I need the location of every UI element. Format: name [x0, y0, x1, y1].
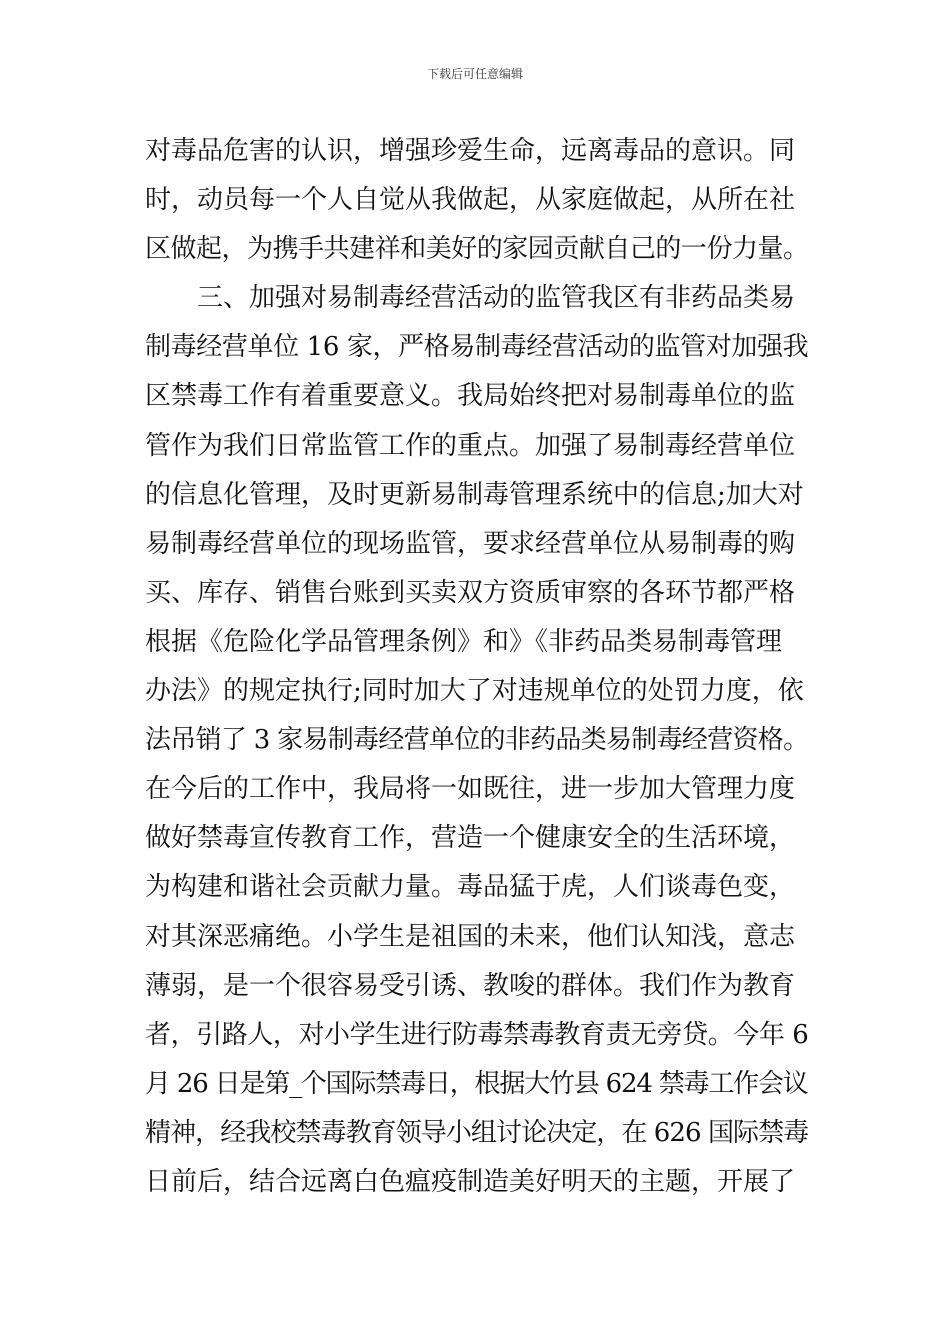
page-header: 下载后可任意编辑	[426, 67, 523, 81]
text-line: 管作为我们日常监管工作的重点。加强了易制毒经营单位	[145, 430, 796, 461]
text-line: 薄弱，是一个很容易受引诱、教唆的群体。我们作为教育	[145, 970, 796, 1001]
text-line: 的信息化管理，及时更新易制毒管理系统中的信息;加大对	[145, 479, 804, 510]
text-line: 办法》的规定执行;同时加大了对违规单位的处罚力度，依	[145, 676, 804, 707]
text-line: 制毒经营单位 16 家，严格易制毒经营活动的监管对加强我	[145, 332, 809, 363]
text-line: 根据《危险化学品管理条例》和》《非药品类易制毒管理	[145, 626, 783, 657]
text-line: 做好禁毒宣传教育工作，营造一个健康安全的生活环境，	[145, 823, 796, 854]
text-line: 为构建和谐社会贡献力量。毒品猛于虎，人们谈毒色变，	[145, 872, 796, 903]
text-line: 月 26 日是第_个国际禁毒日，根据大竹县 624 禁毒工作会议	[145, 1068, 808, 1099]
text-line: 区做起，为携手共建祥和美好的家园贡献自己的一份力量。	[145, 234, 809, 265]
text-line: 区禁毒工作有着重要意义。我局始终把对易制毒单位的监	[145, 381, 796, 412]
text-line: 对其深恶痛绝。小学生是祖国的未来，他们认知浅，意志	[145, 921, 796, 952]
text-line: 者，引路人，对小学生进行防毒禁毒教育责无旁贷。今年 6	[145, 1019, 809, 1050]
text-line: 对毒品危害的认识，增强珍爱生命，远离毒品的意识。同	[145, 136, 796, 166]
text-line: 精神，经我校禁毒教育领导小组讨论决定，在 626 国际禁毒	[145, 1117, 809, 1148]
text-line: 易制毒经营单位的现场监管，要求经营单位从易制毒的购	[145, 528, 796, 559]
text-line: 时，动员每一个人自觉从我做起，从家庭做起，从所在社	[145, 185, 796, 216]
document-body	[145, 127, 809, 1207]
text-line: 买、库存、销售台账到买卖双方资质审察的各环节都严格	[145, 577, 796, 608]
text-line: 法吊销了 3 家易制毒经营单位的非药品类易制毒经营资格。	[145, 725, 809, 756]
text-line: 在今后的工作中，我局将一如既往，进一步加大管理力度	[145, 774, 796, 805]
text-line: 三、加强对易制毒经营活动的监管我区有非药品类易	[145, 283, 796, 314]
text-line: 日前后，结合远离白色瘟疫制造美好明天的主题，开展了	[145, 1166, 796, 1197]
